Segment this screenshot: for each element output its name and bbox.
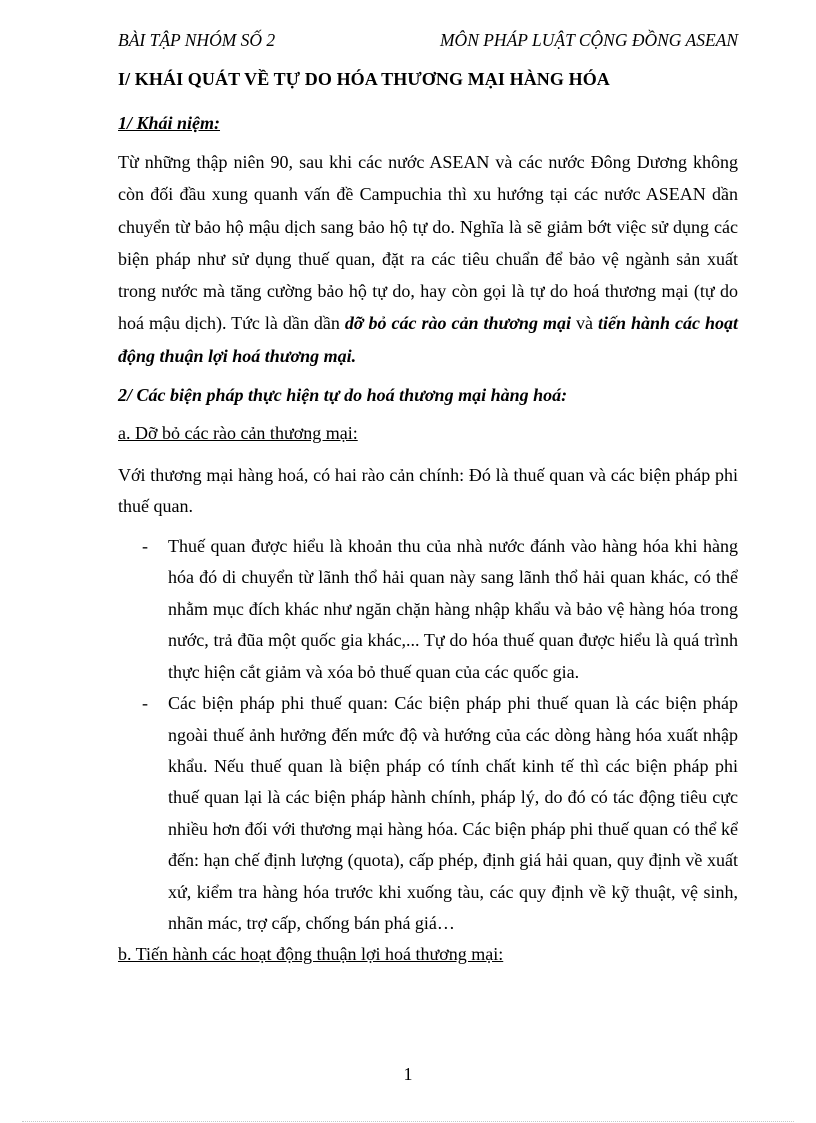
header-left: BÀI TẬP NHÓM SỐ 2 [118, 30, 276, 50]
section-title: I/ KHÁI QUÁT VỀ TỰ DO HÓA THƯƠNG MẠI HÀNG HÓA [118, 69, 610, 89]
list-item: - Thuế quan được hiểu là khoản thu của nhà nước đánh vào hàng hóa khi hàng hóa đó di chuyển từ lãnh thổ hải quan này sang lãnh thổ hải quan khác, có thể nhằm mục đích khác như ngăn chặn hàng nhập khẩu và bảo vệ hàng hóa trong nước, trả đũa một quốc gia khác,... Tự do hóa thuế quan được hiểu là quá trình thực hiện cắt giảm và xóa bỏ thuế quan của các quốc gia. [118, 531, 738, 688]
header-right: MÔN PHÁP LUẬT CỘNG ĐỒNG ASEAN [439, 30, 738, 50]
page-number: 1 [403, 1064, 413, 1084]
page-content [118, 64, 738, 969]
bullet-dash: - [142, 536, 148, 557]
subheading-a: a. Dỡ bỏ các rào cản thương mại: [118, 423, 358, 444]
measures-heading: 2/ Các biện pháp thực hiện tự do hoá thương mại hàng hoá: [118, 385, 568, 406]
subheading-b: b. Tiến hành các hoạt động thuận lợi hoá thương mại: [118, 944, 504, 965]
list-item: - Các biện pháp phi thuế quan: Các biện pháp phi thuế quan là các biện pháp ngoài thuế ảnh hưởng đến mức độ và hướng của các dòng hàng hóa xuất nhập khẩu. Nếu thuế quan là biện pháp có tính chất kinh tế thì các biện pháp phi thuế quan lại là các biện pháp hành chính, pháp lý, do đó có tác động tiêu cực nhiều hơn đối với thương mại hàng hóa. Các biện pháp phi thuế quan có thể kể đến: hạn chế định lượng (quota), cấp phép, định giá hải quan, quy định về xuất xứ, kiểm tra hàng hóa trước khi xuống tàu, các quy định về kỹ thuật, vệ sinh, nhãn mác, trợ cấp, chống bán phá giá… [118, 688, 738, 939]
emphasis-remove-barriers: dỡ bỏ các rào cản thương mại [344, 313, 571, 334]
barrier-list [118, 531, 738, 939]
page-bottom-divider [22, 1121, 794, 1122]
concept-heading: 1/ Khái niệm: [118, 113, 221, 133]
bullet-dash: - [142, 693, 148, 714]
concept-paragraph: Từ những thập niên 90, sau khi các nước ASEAN và các nước Đông Dương không còn đối đầu xung quanh vấn đề Campuchia thì xu hướng tại các nước ASEAN dần chuyển từ bảo hộ mậu dịch sang bảo hộ tự do. Nghĩa là sẽ giảm bớt việc sử dụng các biện pháp như sử dụng thuế quan, đặt ra các tiêu chuẩn để bảo vệ ngành sản xuất trong nước mà tăng cường bảo hộ tự do, hay còn gọi là tự do hoá thương mại (tự do hoá mậu dịch). Tức là dần dần dỡ bỏ các rào cản thương mại và tiến hành các hoạt động thuận lợi hoá thương mại. [118, 152, 738, 366]
emphasis-facilitation: tiến hành các hoạt động thuận lợi hoá thương mại. [118, 313, 738, 366]
measures-intro: Với thương mại hàng hoá, có hai rào cản chính: Đó là thuế quan và các biện pháp phi thuế quan. [118, 465, 738, 516]
page-header [118, 30, 738, 54]
